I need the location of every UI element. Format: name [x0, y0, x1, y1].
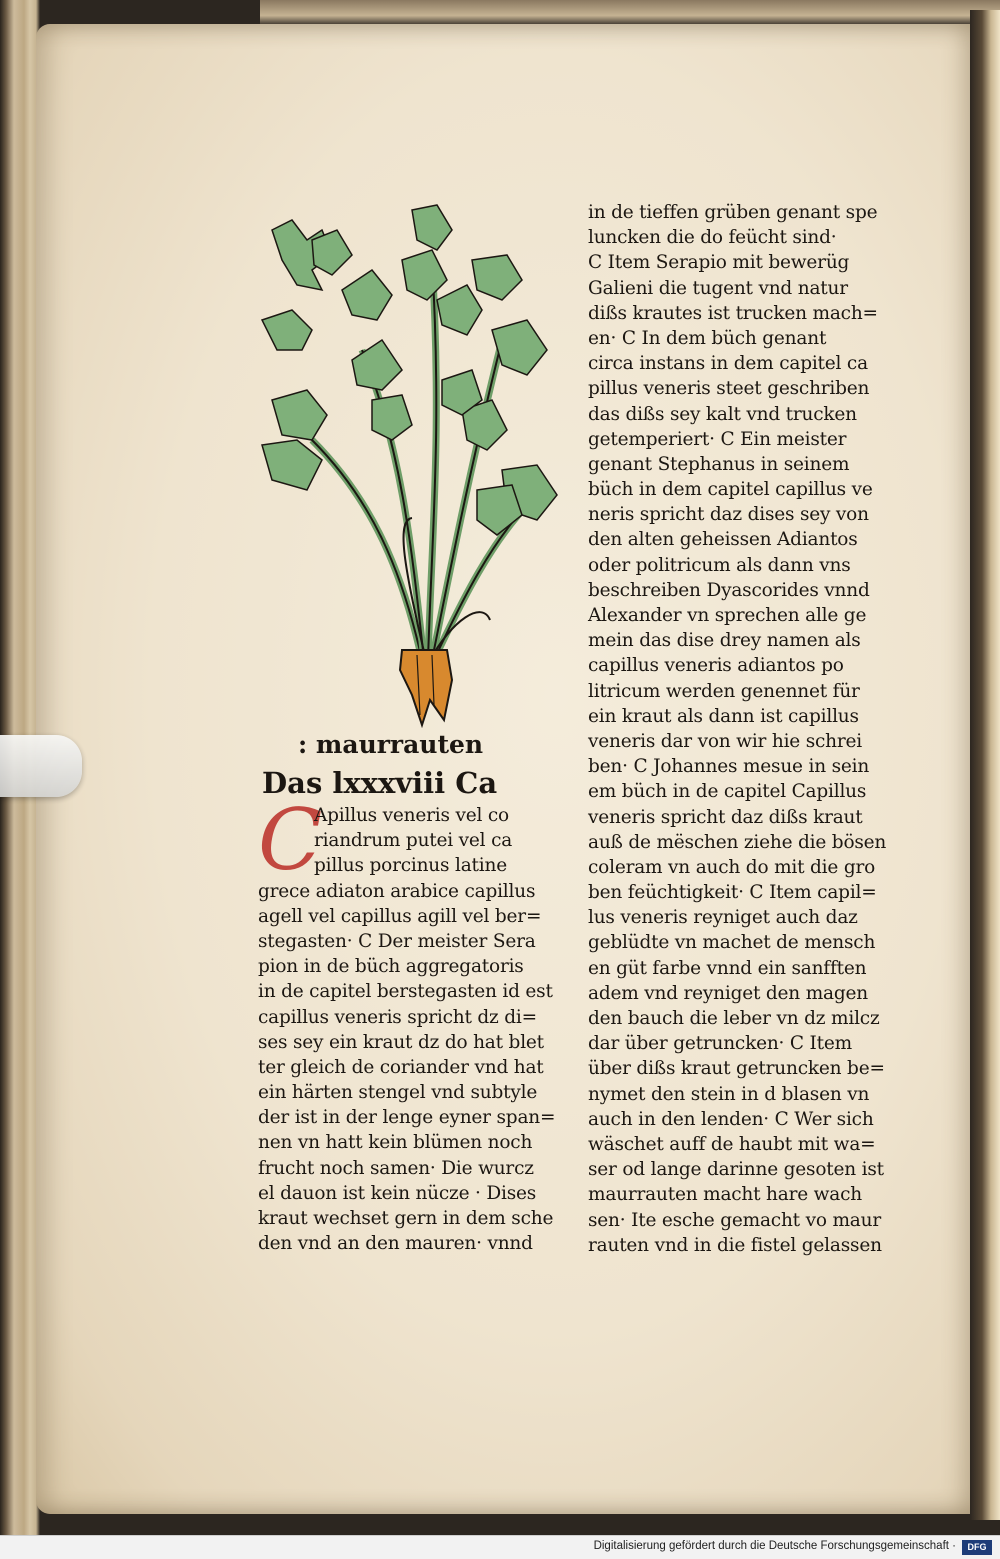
text-line: ein kraut als dann ist capillus	[588, 705, 859, 727]
chapter-heading: Das lxxxviii Ca	[262, 766, 498, 800]
text-line: ser od lange darinne gesoten ist	[588, 1159, 884, 1181]
text-line: Apillus veneris vel co	[314, 805, 509, 826]
plant-leaves	[262, 205, 557, 535]
text-line: stegasten· C Der meister Sera	[258, 930, 536, 952]
text-line: en güt farbe vnnd ein sanfften	[588, 957, 867, 979]
text-line: maurrauten macht hare wach	[588, 1184, 863, 1206]
text-line: litricum werden genennet für	[588, 680, 860, 702]
plant-root	[400, 650, 452, 725]
text-line: über dißs kraut getruncken be=	[588, 1058, 885, 1080]
dfg-logo: DFG	[962, 1540, 992, 1555]
text-line: Galieni die tugent vnd natur	[588, 277, 848, 299]
text-line: frucht noch samen· Die wurcz	[258, 1157, 534, 1179]
text-line: in de capitel berstegasten id est	[258, 981, 553, 1003]
text-line: pillus porcinus latine	[314, 855, 507, 877]
plant-woodcut-illustration	[252, 200, 564, 728]
text-line: pillus veneris steet geschriben	[588, 378, 870, 400]
text-line: genant Stephanus in seinem	[588, 453, 850, 475]
text-line: ses sey ein kraut dz do hat blet	[258, 1031, 544, 1053]
text-line: beschreiben Dyascorides vnnd	[588, 579, 870, 601]
text-line: em büch in de capitel Capillus	[588, 781, 867, 803]
text-line: das dißs sey kalt vnd trucken	[588, 403, 857, 425]
text-line: C Item Serapio mit bewerüg	[588, 252, 850, 274]
text-line: mein das dise drey namen als	[588, 630, 861, 652]
text-line: dißs krautes ist trucken mach=	[588, 302, 878, 324]
text-line: büch in dem capitel capillus ve	[588, 479, 873, 501]
text-line: ein härten stengel vnd subtyle	[258, 1082, 538, 1104]
text-line: getemperiert· C Ein meister	[588, 428, 847, 450]
right-text-column	[588, 200, 886, 1258]
text-line: lus veneris reyniget auch daz	[588, 907, 858, 929]
text-line: auß de mëschen ziehe die bösen	[588, 831, 887, 853]
text-line: el dauon ist kein nücze · Dises	[258, 1182, 537, 1204]
text-line: agell vel capillus agill vel ber=	[258, 905, 542, 927]
text-line: adem vnd reyniget den magen	[588, 982, 868, 1004]
text-line: auch in den lenden· C Wer sich	[588, 1108, 874, 1130]
text-line: rauten vnd in die fistel gelassen	[588, 1234, 882, 1256]
left-text-column	[258, 803, 555, 1256]
text-line: riandrum putei vel ca	[314, 830, 513, 852]
text-line: wäschet auff de haubt mit wa=	[588, 1133, 876, 1155]
text-line: kraut wechset gern in dem sche	[258, 1208, 554, 1229]
text-line: grece adiaton arabice capillus	[258, 880, 536, 902]
footer-bar	[0, 1535, 1000, 1559]
text-line: coleram vn auch do mit die gro	[588, 856, 876, 878]
text-line: oder politricum als dann vns	[588, 554, 851, 576]
page-stack-edge	[970, 10, 1000, 1520]
text-line: den alten geheissen Adiantos	[588, 529, 858, 551]
text-line: veneris spricht daz dißs kraut	[588, 806, 863, 828]
text-line: geblüdte vn machet de mensch	[588, 932, 876, 954]
text-line: neris spricht daz dises sey von	[588, 504, 869, 526]
text-line: der ist in der lenge eyner span=	[258, 1107, 556, 1129]
rubricated-initial: C	[258, 791, 323, 889]
plant-caption: : maurrauten	[298, 730, 484, 759]
text-line: en· C In dem büch genant	[588, 327, 827, 349]
text-line: in de tieffen grüben genant spe	[588, 202, 878, 223]
text-line: nen vn hatt kein blümen noch	[258, 1132, 533, 1154]
text-line: luncken die do feücht sind·	[588, 227, 837, 249]
text-line: ter gleich de coriander vnd hat	[258, 1056, 544, 1078]
page-top-edge	[260, 0, 1000, 26]
plant-stems	[312, 260, 532, 660]
text-line: den bauch die leber vn dz milcz	[588, 1008, 880, 1029]
text-line: capillus veneris spricht dz di=	[258, 1006, 537, 1028]
page-clip-tab	[0, 735, 82, 797]
text-line: dar über getruncken· C Item	[588, 1033, 852, 1055]
text-line: ben· C Johannes mesue in sein	[588, 756, 870, 778]
text-line: veneris dar von wir hie schrei	[588, 730, 862, 752]
funding-credit: Digitalisierung gefördert durch die Deutsche Forschungsgemeinschaft ·	[593, 1540, 956, 1552]
text-line: sen· Ite esche gemacht vo maur	[588, 1209, 881, 1231]
text-line: ben feüchtigkeit· C Item capil=	[588, 882, 877, 904]
text-line: pion in de büch aggregatoris	[258, 956, 524, 978]
text-line: capillus veneris adiantos po	[588, 655, 844, 677]
text-line: Alexander vn sprechen alle ge	[588, 605, 867, 626]
text-line: den vnd an den mauren· vnnd	[258, 1233, 533, 1255]
text-line: nymet den stein in d blasen vn	[588, 1083, 870, 1105]
text-line: circa instans in dem capitel ca	[588, 353, 868, 375]
